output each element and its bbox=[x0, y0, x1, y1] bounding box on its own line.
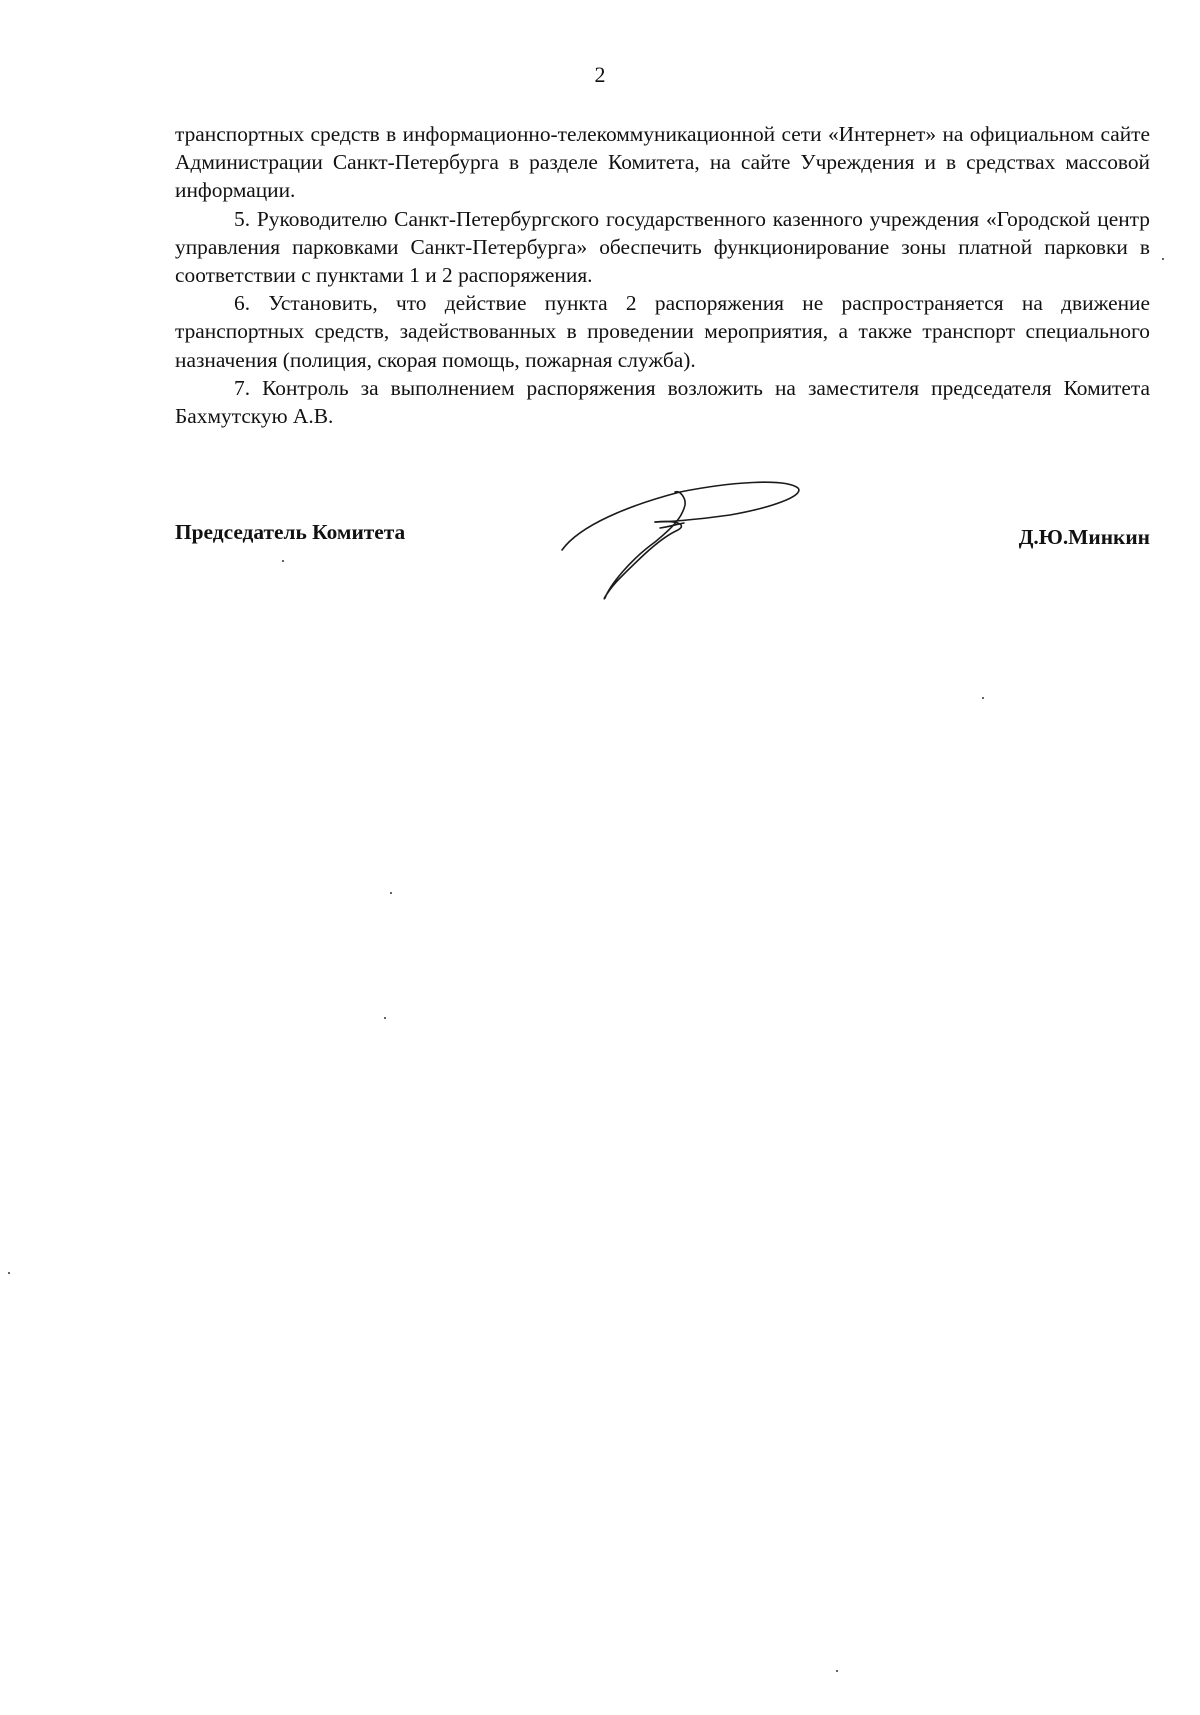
scan-speck bbox=[282, 560, 284, 562]
scan-speck bbox=[8, 1272, 10, 1274]
scan-speck bbox=[1162, 258, 1164, 260]
handwritten-signature bbox=[560, 480, 830, 610]
scan-speck bbox=[384, 1017, 386, 1019]
scan-speck bbox=[982, 697, 984, 699]
signatory-title: Председатель Комитета bbox=[175, 520, 406, 544]
paragraph-continuation: транспортных средств в информационно-телекоммуникационной сети «Интернет» на официальном сайте Администрации Санкт-Петербурга в разделе Комитета, на сайте Учреждения и в средствах массовой информации. bbox=[175, 122, 1150, 203]
scan-speck bbox=[390, 892, 392, 894]
scan-speck bbox=[836, 1670, 838, 1672]
signatory-name: Д.Ю.Минкин bbox=[1018, 525, 1150, 549]
document-body bbox=[175, 120, 1150, 430]
page-number: 2 bbox=[594, 62, 606, 87]
paragraph-6: 6. Установить, что действие пункта 2 распоряжения не распространяется на движение транспортных средств, задействованных в проведении мероприятия, а также транспорт специального назначения (полиция, скорая помощь, пожарная служба). bbox=[175, 291, 1150, 372]
paragraph-7: 7. Контроль за выполнением распоряжения возложить на заместителя председателя Комитета Бахмутскую А.В. bbox=[175, 375, 1150, 429]
paragraph-5: 5. Руководителю Санкт-Петербургского государственного казенного учреждения «Городской центр управления парковками Санкт-Петербурга» обеспечить функционирование зоны платной парковки в соответствии с пунктами 1 и 2 распоряжения. bbox=[175, 206, 1150, 288]
signature-block bbox=[175, 510, 1150, 630]
